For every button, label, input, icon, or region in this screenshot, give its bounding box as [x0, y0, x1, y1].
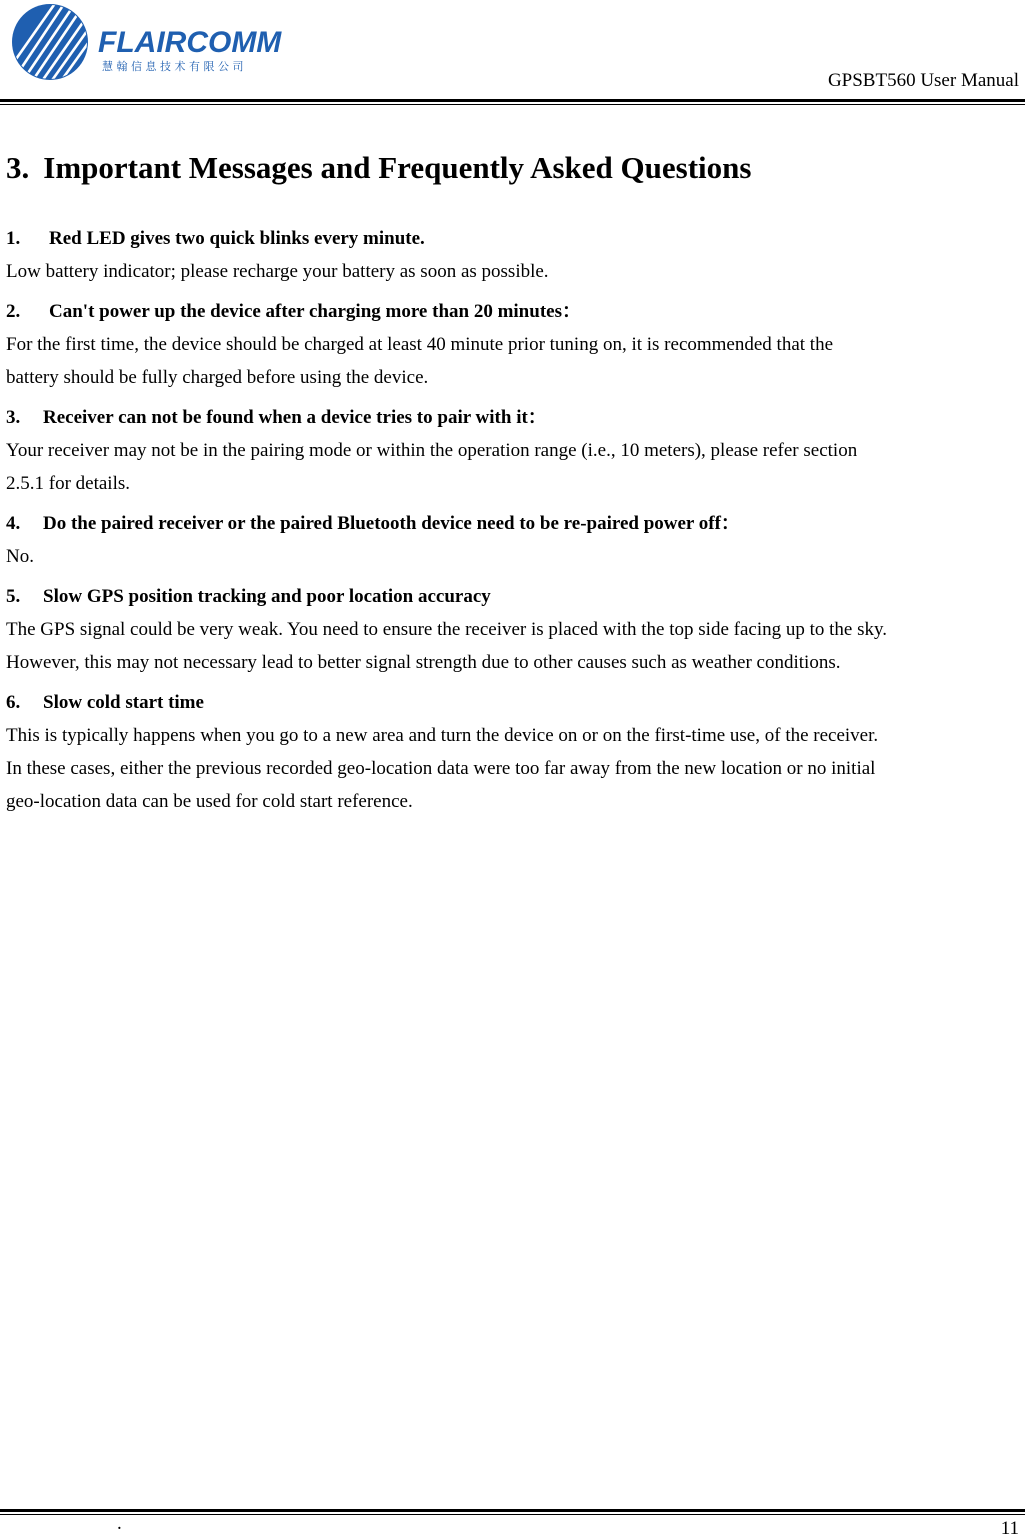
faq-question-text-6: Slow cold start time: [43, 692, 204, 713]
logo-wordmark: FLAIRCOMM: [98, 26, 282, 59]
faq-answer-5-line-2: However, this may not necessary lead to better signal strength due to other causes such as weather conditions.: [6, 652, 841, 673]
footer-rule-thin: [0, 1514, 1025, 1515]
footer-dot: .: [117, 1513, 122, 1534]
faq-number-3: 3.: [6, 407, 21, 428]
faq-answer-6-line-3: geo-location data can be used for cold start reference.: [6, 791, 413, 812]
faq-answer-1-line-1: Low battery indicator; please recharge your battery as soon as possible.: [6, 261, 549, 282]
faq-number-6: 6.: [6, 692, 21, 713]
faq-question-text-4: Do the paired receiver or the paired Bluetooth device need to be re-paired power off：: [43, 513, 740, 534]
faq-number-1: 1.: [6, 228, 21, 249]
faq-list: [6, 223, 1025, 818]
faq-answer-6-line-2: In these cases, either the previous recorded geo-location data were too far away from the new location or no initial: [6, 758, 876, 779]
header-rule-thin: [0, 104, 1025, 105]
faq-question-2: [6, 296, 1025, 328]
faq-answer-5-line-1: The GPS signal could be very weak. You need to ensure the receiver is placed with the top side facing up to the sky.: [6, 619, 887, 640]
logo-subtext: 慧 翰 信 息 技 术 有 限 公 司: [102, 60, 244, 73]
section-heading: [6, 150, 751, 186]
faq-question-text-2: Can't power up the device after charging more than 20 minutes：: [49, 301, 581, 322]
faq-answer-6-line-1: This is typically happens when you go to a new area and turn the device on or on the first-time use, of the receiver.: [6, 725, 879, 746]
footer-rule-thick: [0, 1509, 1025, 1512]
faq-question-text-3: Receiver can not be found when a device tries to pair with it：: [43, 407, 547, 428]
faq-answer-2-line-2: battery should be fully charged before using the device.: [6, 367, 429, 388]
faq-number-4: 4.: [6, 513, 21, 534]
faq-question-4: [6, 508, 1025, 540]
faq-question-3: [6, 402, 1025, 434]
faq-question-text-5: Slow GPS position tracking and poor location accuracy: [43, 586, 491, 607]
document-title: GPSBT560 User Manual: [827, 70, 1019, 91]
faq-question-6: [6, 687, 1025, 719]
section-title: Important Messages and Frequently Asked Questions: [43, 150, 752, 185]
faq-number-5: 5.: [6, 586, 21, 607]
flaircomm-logo: [6, 0, 316, 86]
header-rule-thick: [0, 99, 1025, 102]
faq-answer-3-line-1: Your receiver may not be in the pairing mode or within the operation range (i.e., 10 meters), please refer section: [6, 440, 858, 461]
page-number: 11: [1000, 1518, 1019, 1539]
faq-answer-4-line-1: No.: [6, 546, 34, 567]
faq-question-text-1: Red LED gives two quick blinks every minute.: [49, 228, 425, 249]
section-number: 3.: [6, 150, 30, 185]
faq-answer-2-line-1: For the first time, the device should be charged at least 40 minute prior tuning on, it is recommended that the: [6, 334, 834, 355]
faq-number-2: 2.: [6, 301, 21, 322]
faq-question-5: [6, 581, 1025, 613]
faq-answer-3-line-2: 2.5.1 for details.: [6, 473, 131, 494]
faq-question-1: [6, 223, 1025, 255]
